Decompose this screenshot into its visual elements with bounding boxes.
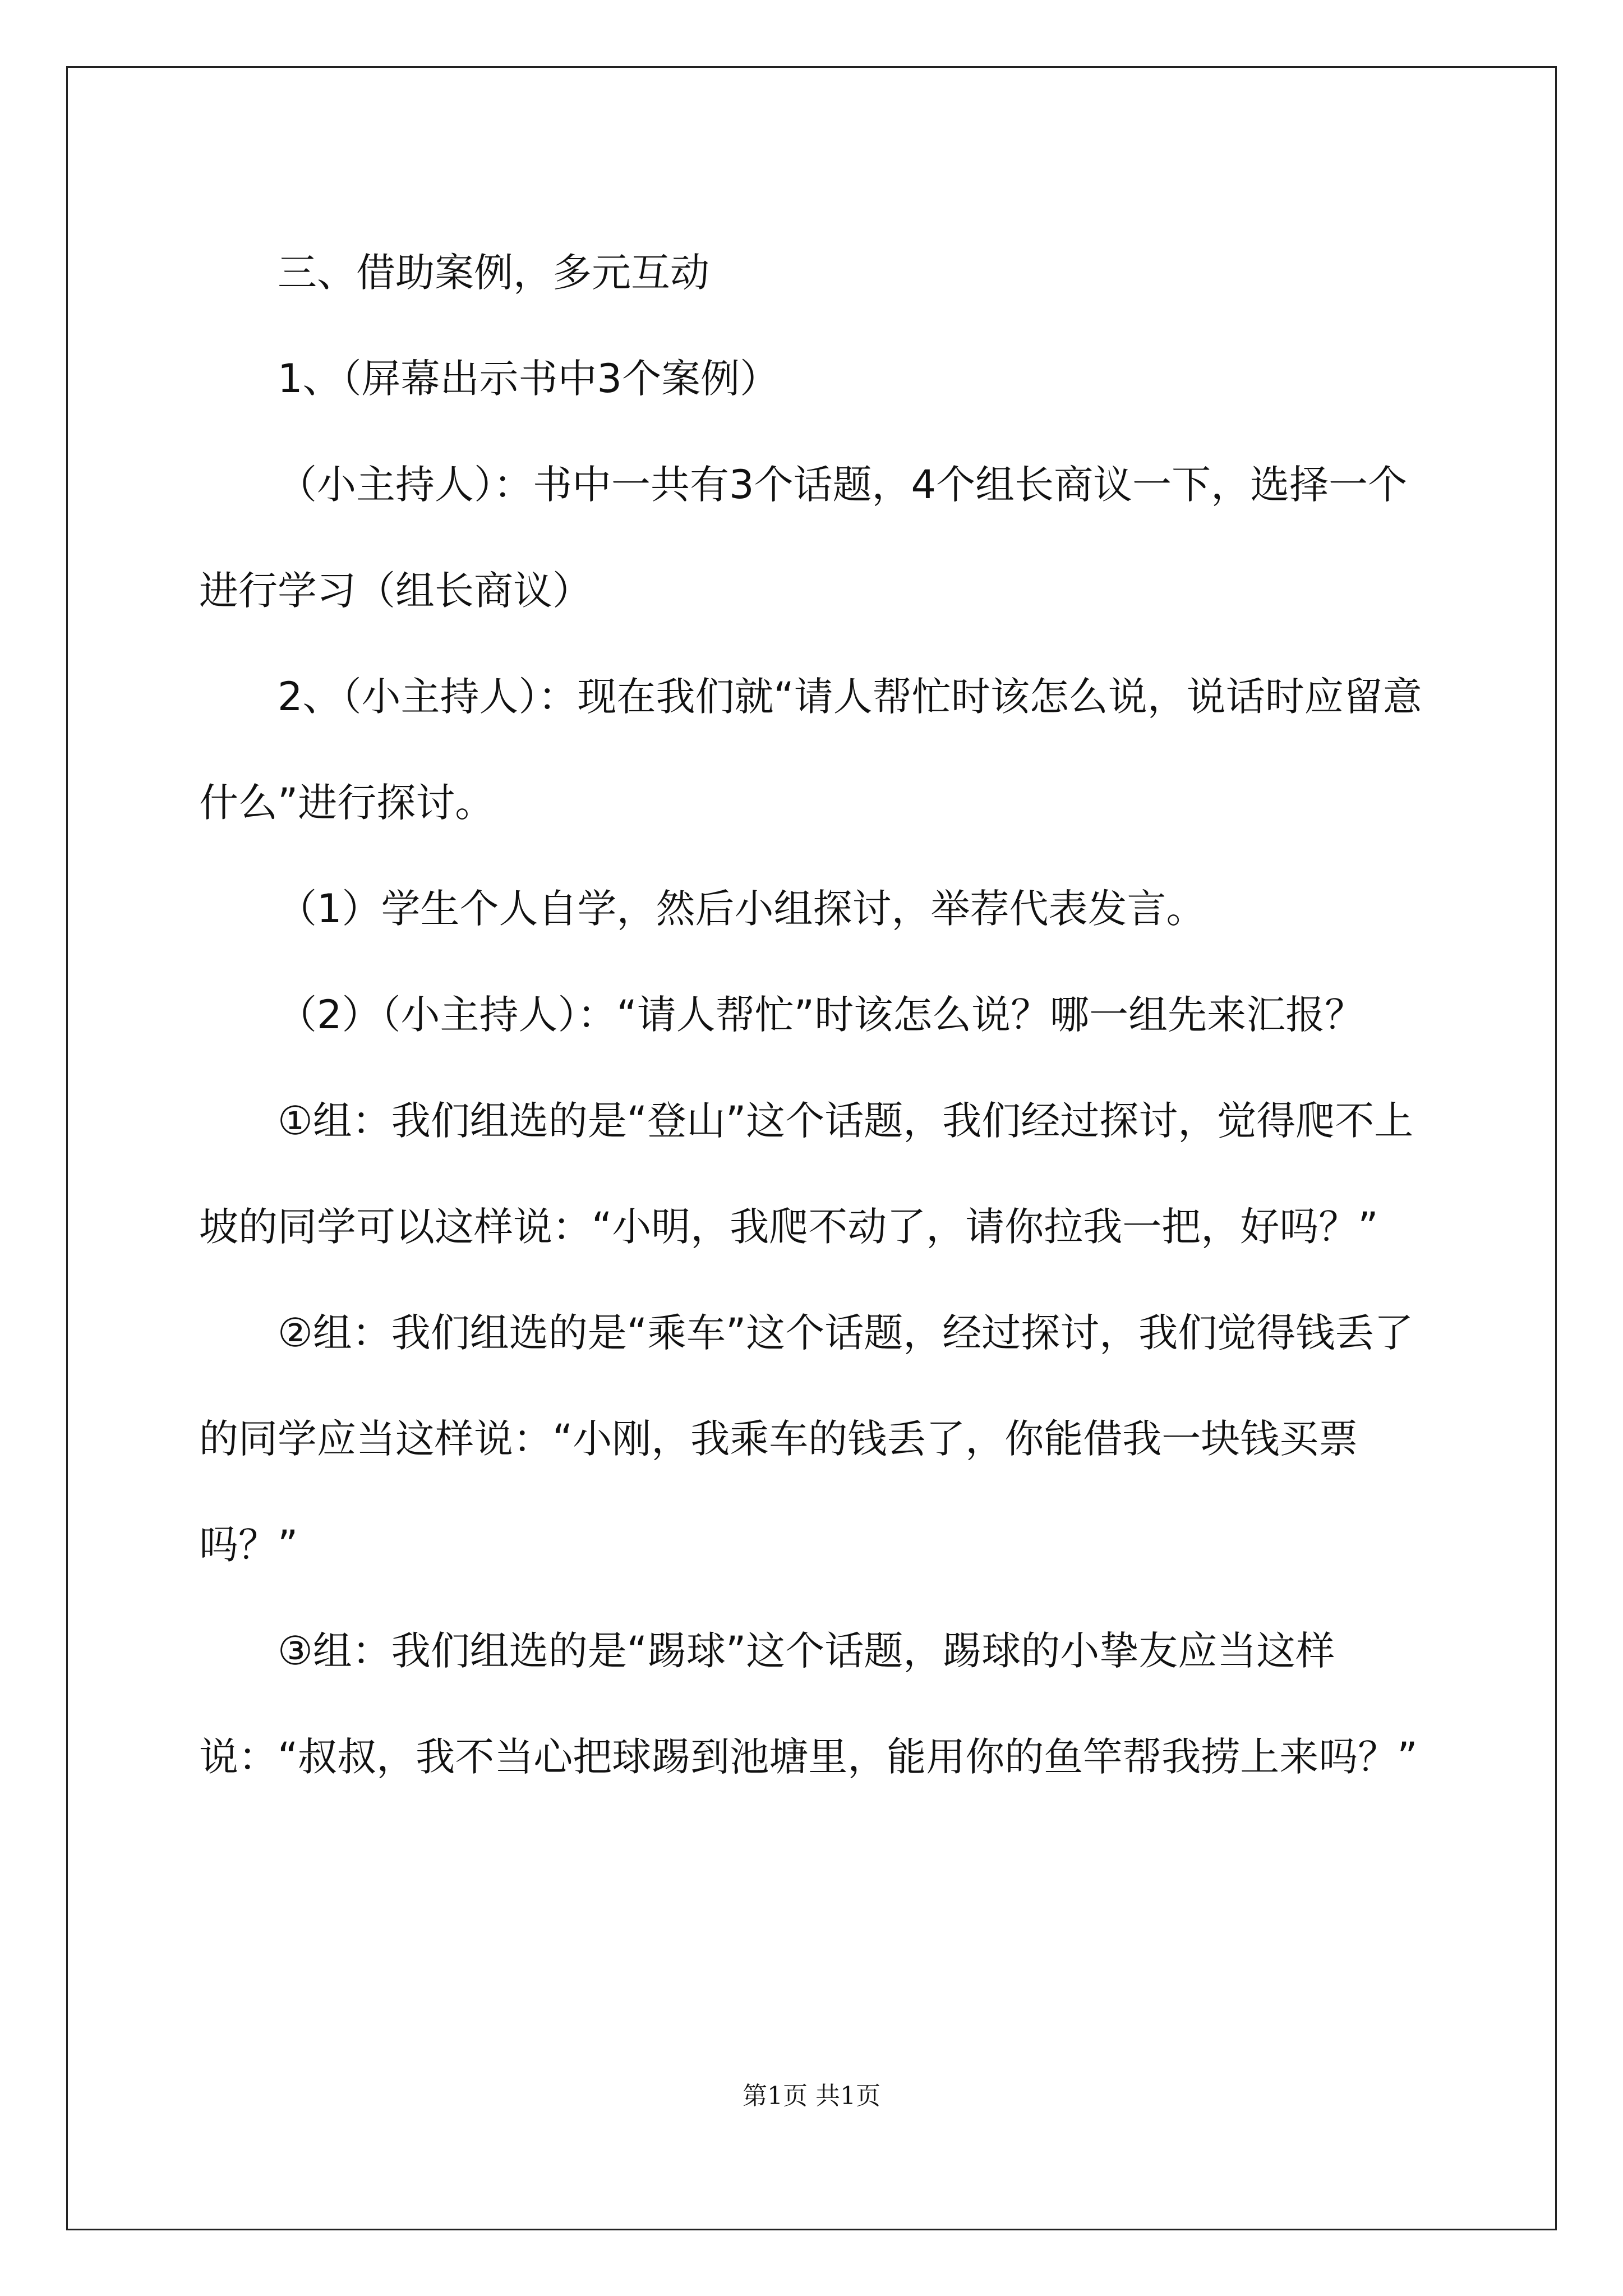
paragraph: ③组：我们组选的是“踢球”这个话题，踢球的小挚友应当这样说：“叔叔，我不当心把球踢到池塘里，能用你的鱼竿帮我捞上来吗？” (199, 1628, 1418, 1780)
page-number-footer: 第1页 共1页 (743, 2082, 880, 2110)
paragraph: 2、（小主持人）：现在我们就“请人帮忙时该怎么说，说话时应留意什么”进行探讨。 (199, 674, 1422, 826)
paragraph: （1）学生个人自学，然后小组探讨，举荐代表发言。 (278, 886, 1206, 932)
document-body (199, 220, 1427, 1810)
paragraph: （2）（小主持人）：“请人帮忙”时该怎么说？哪一组先来汇报？ (278, 992, 1364, 1038)
paragraph: ②组：我们组选的是“乘车”这个话题，经过探讨，我们觉得钱丢了的同学应当这样说：“小刚，我乘车的钱丢了，你能借我一块钱买票吗？” (199, 1310, 1414, 1568)
paragraph: （小主持人）：书中一共有3个话题，4个组长商议一下，选择一个进行学习（组长商议） (199, 462, 1408, 614)
paragraph: ①组：我们组选的是“登山”这个话题，我们经过探讨，觉得爬不上坡的同学可以这样说：“小明，我爬不动了，请你拉我一把，好吗？” (199, 1098, 1414, 1250)
paragraph: 1、（屏幕出示书中3个案例） (278, 356, 780, 402)
section-heading: 三、借助案例，多元互动 (278, 250, 709, 296)
